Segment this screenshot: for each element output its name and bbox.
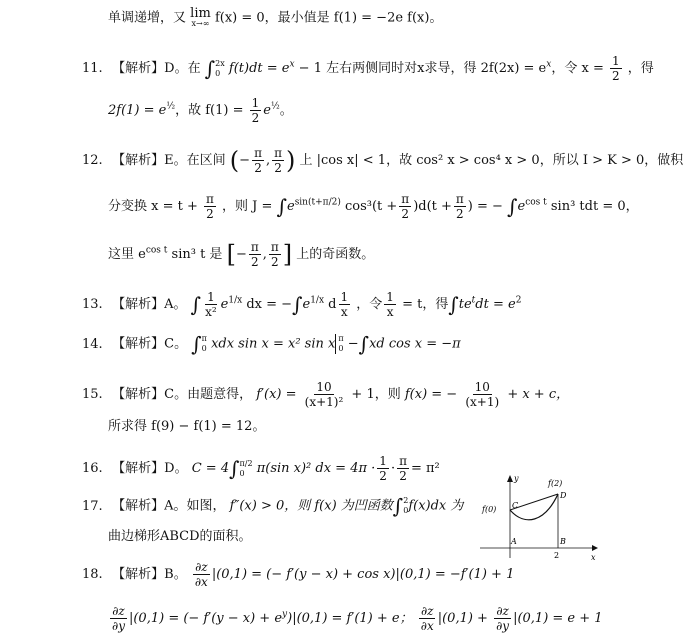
answer-11-line2: $2f(1) = e^{\frac{1}{2}}$，故 f(1) = $\frac{1}{2}$ $e^{\frac{1}{2}}$。: [108, 96, 293, 125]
answer-12-line2: 分变换 x = t + $\frac{\pi}{2}$ ，则 $J = \int e^{sin(t+\pi/2)}$ cos³(t + $\frac{\pi}{2}$ )d(t + $\frac{\pi}{2}$ ) = − $\int e^{cos t}$ sin³ tdt = 0，: [108, 192, 639, 221]
concave-function-figure: [470, 472, 600, 562]
answer-15-line1: 15. 【解析】C。由题意得， f′(x) = $\frac{10}{\text{(x+1)²}}$ + 1，则 f(x) = − $\frac{10}{(x+1)}$ + x + c，: [82, 380, 570, 409]
answer-18-line2: $\frac{\partial z}{\partial y}$ |(0,1) = (− $f'(y - x) + e^y)|(0,1) = f'(1) + e$； $\frac{\partial z}{\partial x}$ |(0,1) + $\frac{\partial z}{\partial y}$ |(0,1) = e + 1: [112, 604, 603, 633]
label-y: y: [514, 474, 519, 483]
label-d: D: [560, 491, 567, 500]
answer-16: 16. 【解析】D。 C = 4∫ π/2 0 π(sin x)² dx = 4π · $\frac{1}{2}$ · $\frac{\pi}{2}$ = π²: [82, 454, 440, 483]
answer-14: 14. 【解析】C。 ∫ π 0 xdx sin x = x² sin x π 0 −∫xd cos x = −π: [82, 332, 461, 356]
label-b: B: [560, 537, 566, 546]
x-axis-arrow: [592, 545, 598, 551]
label-f0: f(0): [482, 505, 497, 514]
answer-18-line1: 18. 【解析】B。 $\frac{\partial z}{\partial x}$ |(0,1) = (− f′(y − x) + cos x)|(0,1) = −f′(1) + 1: [82, 560, 515, 589]
answer-17-line2: 曲边梯形ABCD的面积。: [108, 529, 252, 544]
answer-15-line2: 所求得 f(9) − f(1) = 12。: [108, 419, 266, 434]
label-a: A: [511, 537, 517, 546]
answer-11-line1: 11. 【解析】D。在 ∫ 2x 0 $f(t)dt = e^x - 1$ 左右两侧同时对x求导，得 $2f(2x) = e^x$，令 x = $\frac{1}{2}$ ，得: [82, 54, 654, 83]
answer-12-line1: 12. 【解析】E。在区间 (− $\frac{\pi}{2}$ , $\frac{\pi}{2}$ ) 上 |cos x| < 1，故 cos² x > cos⁴ x > 0，所以 I > K > 0，做积: [82, 146, 683, 175]
intro-line: 单调递增，又 lim x→∞ f(x) = 0，最小值是 f(1) = −2e f(x)。: [108, 6, 443, 28]
answer-13: 13. 【解析】A。 ∫ $\frac{1}{\text{x²}}$ $e^{1/x}$ dx = $-\int e^{1/x}$ d $\frac{1}{x}$ ，令 $\frac{1}{x}$ = t，得$\int te^tdt = e^2$: [82, 290, 522, 319]
answer-17-line1: 17. 【解析】A。如图， f″(x) > 0，则 f(x) 为凹函数∫ 2 0 f(x)dx 为: [82, 494, 464, 518]
y-axis-arrow: [507, 475, 513, 482]
label-c: C: [512, 501, 519, 510]
label-2: 2: [554, 551, 560, 560]
label-f2: f(2): [548, 479, 563, 488]
label-x: x: [591, 553, 596, 562]
answer-12-line3: 这里 $e^{cos t}$ sin³ t 是 [− $\frac{\pi}{2}$ , $\frac{\pi}{2}$ ] 上的奇函数。: [108, 240, 375, 269]
